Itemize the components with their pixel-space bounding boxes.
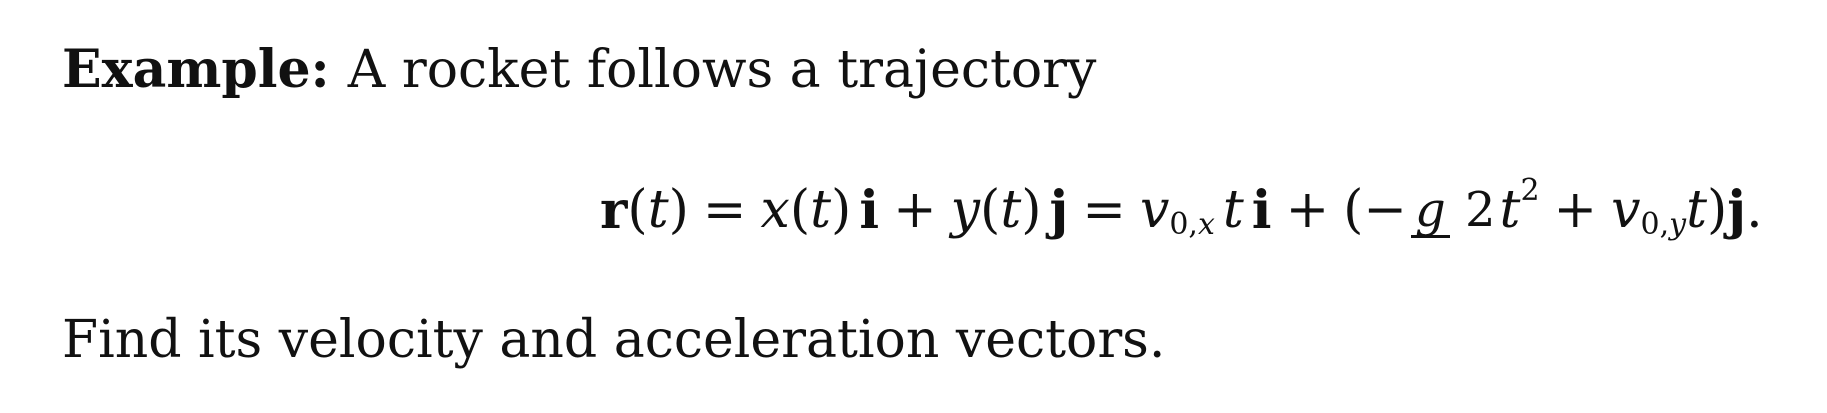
t-var: t [647,180,669,240]
v0y-subscript [1641,207,1687,242]
fraction-denominator: 2 [1465,182,1496,238]
paren-close: ) [1021,180,1042,240]
paren-open: ( [789,180,811,240]
equals-sign: = [702,180,747,240]
fraction-numerator: g [1411,185,1450,238]
subscript-zero: 0, [1169,206,1198,242]
period: . [1746,180,1763,240]
paren-open: ( [627,180,648,240]
plus-sign: + [1553,180,1598,240]
intro-text: A rocket follows a trajectory [347,40,1097,100]
paren-open: ( [980,180,1001,240]
j-unit-vector: j [1727,179,1747,241]
paren-close: ) [668,180,689,240]
t-var: t [810,180,832,240]
plus-sign: + [893,180,937,240]
v-var: v [1139,180,1170,240]
subscript-x: x [1197,206,1215,242]
subscript-zero: 0, [1640,206,1670,242]
v0x-subscript [1169,207,1215,242]
v-var: v [1611,180,1641,240]
open-paren-minus: (− [1343,180,1407,240]
paren-close: ) [831,180,852,240]
trajectory-equation [600,150,1763,270]
x-func: x [760,180,790,240]
intro-line [62,38,1096,102]
y-func: y [950,180,981,240]
t-var: t [1000,180,1022,240]
question-line: Find its velocity and acceleration vectors. [62,310,1166,370]
t-var: t [1222,180,1244,240]
plus-sign: + [1285,180,1330,240]
j-unit-vector: j [1049,179,1069,241]
close-paren: ) [1707,180,1728,240]
i-unit-vector: i [1251,179,1272,241]
t-var: t [1499,180,1521,240]
i-unit-vector: i [859,179,880,241]
example-label: Example: [62,39,330,100]
r-vector: r [600,179,628,241]
t-exponent: 2 [1520,172,1540,208]
subscript-y: y [1669,206,1687,242]
equals-sign: = [1082,180,1126,240]
t-var: t [1686,180,1707,240]
g-over-2-fraction [1411,182,1496,238]
